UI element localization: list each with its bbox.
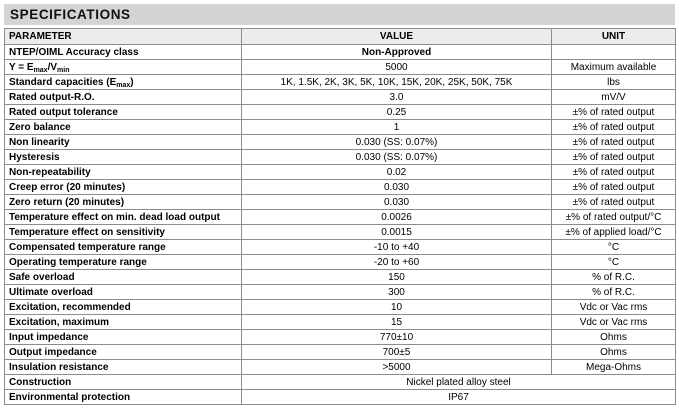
parameter-cell: Operating temperature range [5, 255, 242, 270]
parameter-subscript: min [57, 66, 70, 74]
value-cell: Non-Approved [242, 45, 552, 60]
value-cell: 0.25 [242, 105, 552, 120]
table-row [5, 225, 676, 240]
value-cell: 700±5 [242, 345, 552, 360]
table-row [5, 345, 676, 360]
unit-cell: Ohms [552, 345, 676, 360]
parameter-cell: Hysteresis [5, 150, 242, 165]
parameter-text: Y = E [9, 61, 34, 73]
table-row [5, 360, 676, 375]
parameter-cell: Temperature effect on sensitivity [5, 225, 242, 240]
value-cell: 770±10 [242, 330, 552, 345]
unit-cell: % of R.C. [552, 270, 676, 285]
unit-cell: ±% of rated output [552, 105, 676, 120]
parameter-cell: Excitation, recommended [5, 300, 242, 315]
table-row [5, 240, 676, 255]
unit-cell: mV/V [552, 90, 676, 105]
unit-cell: ±% of rated output [552, 120, 676, 135]
unit-cell [552, 45, 676, 60]
parameter-cell: Excitation, maximum [5, 315, 242, 330]
value-cell: 0.030 [242, 180, 552, 195]
value-cell: 150 [242, 270, 552, 285]
parameter-text: /V [47, 61, 58, 73]
value-cell: 10 [242, 300, 552, 315]
table-body [5, 45, 676, 405]
value-cell: 0.030 (SS: 0.07%) [242, 150, 552, 165]
section-title: SPECIFICATIONS [10, 7, 131, 22]
unit-cell: ±% of applied load/°C [552, 225, 676, 240]
table-row [5, 270, 676, 285]
unit-cell: ±% of rated output [552, 150, 676, 165]
table-row [5, 210, 676, 225]
unit-cell: ±% of rated output/°C [552, 210, 676, 225]
table-row [5, 285, 676, 300]
parameter-cell: Creep error (20 minutes) [5, 180, 242, 195]
unit-cell: Vdc or Vac rms [552, 315, 676, 330]
table-header-row [5, 29, 676, 45]
specifications-table [4, 28, 676, 405]
value-cell: -20 to +60 [242, 255, 552, 270]
parameter-subscript: max [116, 81, 131, 89]
parameter-cell: Non linearity [5, 135, 242, 150]
parameter-cell: Rated output-R.O. [5, 90, 242, 105]
unit-cell: Mega-Ohms [552, 360, 676, 375]
header-parameter: PARAMETER [5, 29, 242, 45]
parameter-text: Standard capacities (E [9, 76, 117, 88]
parameter-text: ) [130, 76, 134, 88]
parameter-cell: Construction [5, 375, 242, 390]
value-cell: 0.030 (SS: 0.07%) [242, 135, 552, 150]
unit-cell: °C [552, 240, 676, 255]
unit-cell: ±% of rated output [552, 165, 676, 180]
parameter-cell: Rated output tolerance [5, 105, 242, 120]
parameter-cell: Output impedance [5, 345, 242, 360]
unit-cell: °C [552, 255, 676, 270]
table-row [5, 180, 676, 195]
parameter-cell [5, 75, 242, 90]
parameter-cell: Compensated temperature range [5, 240, 242, 255]
table-row [5, 300, 676, 315]
header-value: VALUE [242, 29, 552, 45]
table-row [5, 150, 676, 165]
parameter-cell: Insulation resistance [5, 360, 242, 375]
parameter-cell: Zero balance [5, 120, 242, 135]
value-cell: 0.0026 [242, 210, 552, 225]
value-cell: 0.030 [242, 195, 552, 210]
value-cell: 300 [242, 285, 552, 300]
value-cell: -10 to +40 [242, 240, 552, 255]
unit-cell: % of R.C. [552, 285, 676, 300]
table-row [5, 375, 676, 390]
value-cell: 15 [242, 315, 552, 330]
unit-cell: ±% of rated output [552, 180, 676, 195]
parameter-cell: Zero return (20 minutes) [5, 195, 242, 210]
section-title-bar [4, 4, 675, 25]
table-row [5, 330, 676, 345]
value-cell: 1K, 1.5K, 2K, 3K, 5K, 10K, 15K, 20K, 25K, 50K, 75K [242, 75, 552, 90]
table-row [5, 75, 676, 90]
table-row [5, 90, 676, 105]
value-cell: 5000 [242, 60, 552, 75]
table-row [5, 255, 676, 270]
parameter-cell: Safe overload [5, 270, 242, 285]
value-cell: 0.02 [242, 165, 552, 180]
table-row [5, 120, 676, 135]
table-row [5, 165, 676, 180]
parameter-cell: NTEP/OIML Accuracy class [5, 45, 242, 60]
unit-cell: ±% of rated output [552, 135, 676, 150]
unit-cell: lbs [552, 75, 676, 90]
table-row [5, 195, 676, 210]
parameter-cell: Environmental protection [5, 390, 242, 405]
unit-cell: Maximum available [552, 60, 676, 75]
unit-cell: Vdc or Vac rms [552, 300, 676, 315]
table-row [5, 390, 676, 405]
value-cell: >5000 [242, 360, 552, 375]
value-cell: IP67 [242, 390, 676, 405]
parameter-cell: Input impedance [5, 330, 242, 345]
parameter-cell: Non-repeatability [5, 165, 242, 180]
parameter-cell [5, 60, 242, 75]
value-cell: 0.0015 [242, 225, 552, 240]
table-row [5, 135, 676, 150]
table-row [5, 60, 676, 75]
unit-cell: ±% of rated output [552, 195, 676, 210]
table-row [5, 45, 676, 60]
parameter-cell: Temperature effect on min. dead load output [5, 210, 242, 225]
table-row [5, 315, 676, 330]
parameter-subscript: max [33, 66, 48, 74]
value-cell: 1 [242, 120, 552, 135]
header-unit: UNIT [552, 29, 676, 45]
unit-cell: Ohms [552, 330, 676, 345]
parameter-cell: Ultimate overload [5, 285, 242, 300]
value-cell: Nickel plated alloy steel [242, 375, 676, 390]
value-cell: 3.0 [242, 90, 552, 105]
table-row [5, 105, 676, 120]
